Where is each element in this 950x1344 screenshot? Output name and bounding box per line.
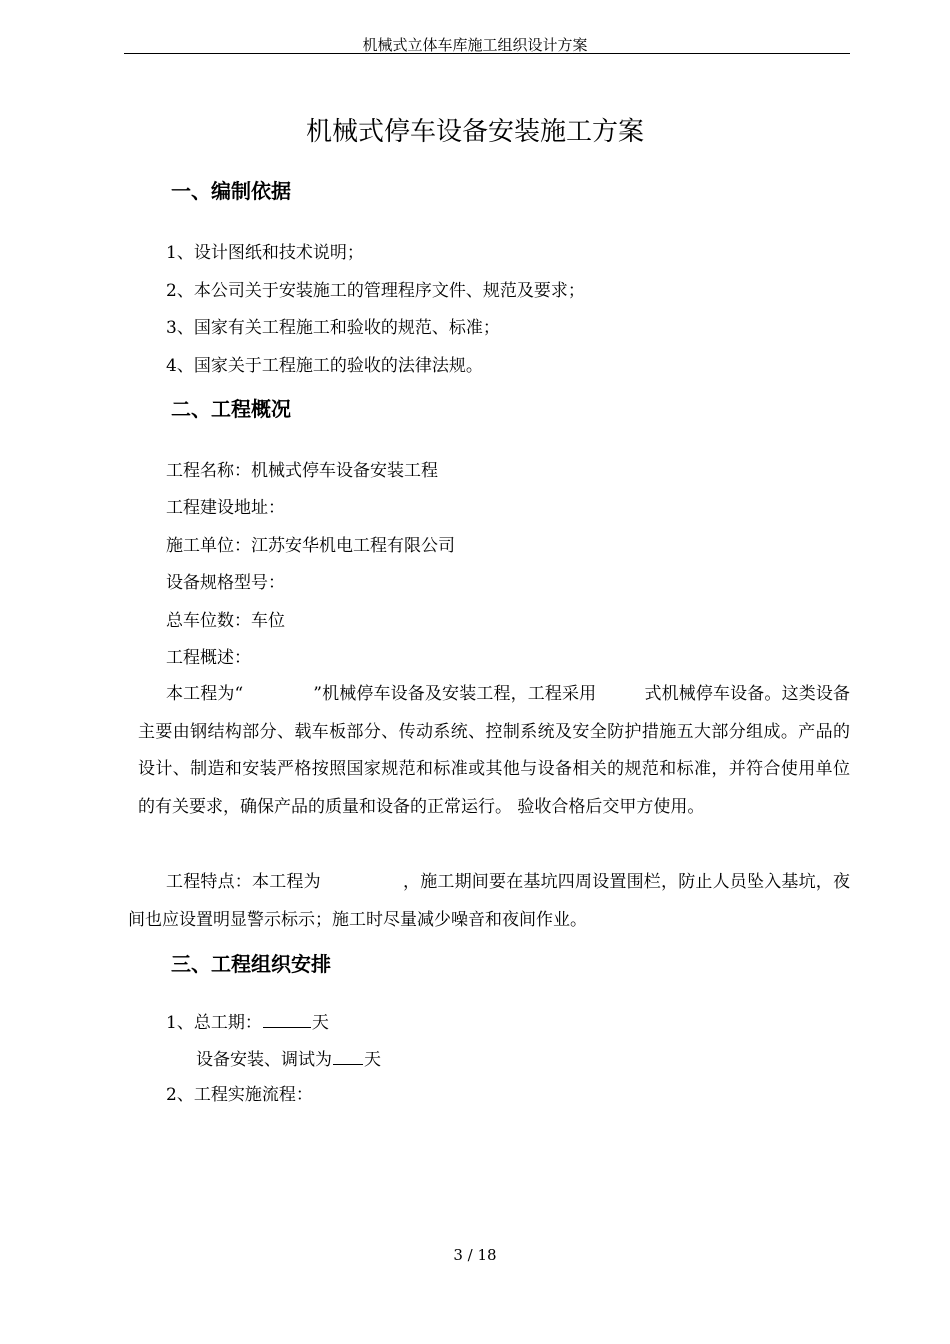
features-text-1: 工程特点：本工程为 <box>166 872 321 892</box>
basis-item-3: 3、国家有关工程施工和验收的规范、标准； <box>166 318 500 338</box>
section-heading-organization: 三、工程组织安排 <box>171 952 331 976</box>
field-overview-label: 工程概述： <box>166 648 251 668</box>
install-period-blank <box>333 1046 363 1065</box>
running-header: 机械式立体车库施工组织设计方案 <box>362 36 588 54</box>
total-period-unit: 天 <box>311 1013 329 1033</box>
header-rule <box>124 53 850 54</box>
section-heading-basis: 一、编制依据 <box>171 179 291 203</box>
overview-paragraph <box>138 676 850 826</box>
basis-item-2: 2、本公司关于安装施工的管理程序文件、规范及要求； <box>166 281 585 301</box>
install-period-unit: 天 <box>364 1050 381 1070</box>
section-heading-overview: 二、工程概况 <box>171 397 291 421</box>
field-total-spaces: 总车位数：车位 <box>166 611 285 631</box>
process-label: 2、工程实施流程： <box>166 1085 313 1105</box>
features-text-2: ，施工期间要在基坑四周设置围栏，防止人员坠入基坑，夜间也应设置明显警示标示；施工时尽量减少噪音和夜间作业。 <box>128 872 851 930</box>
field-contractor: 施工单位：江苏安华机电工程有限公司 <box>166 536 455 556</box>
page-number: 3 / 18 <box>453 1246 497 1264</box>
install-period-label: 设备安装、调试为 <box>196 1050 332 1070</box>
basis-item-1: 1、设计图纸和技术说明； <box>166 243 364 263</box>
install-period-line <box>196 1046 381 1071</box>
basis-item-4: 4、国家关于工程施工的验收的法律法规。 <box>166 356 483 376</box>
total-period-blank <box>263 1009 311 1028</box>
field-project-name: 工程名称：机械式停车设备安装工程 <box>166 461 438 481</box>
field-equipment-model: 设备规格型号： <box>166 573 285 593</box>
overview-text-2: ”机械停车设备及安装工程，工程采用 <box>313 684 597 704</box>
total-period-label: 1、总工期： <box>166 1013 262 1033</box>
field-project-address: 工程建设地址： <box>166 498 285 518</box>
features-paragraph <box>128 864 850 939</box>
overview-text-1: 本工程为“ <box>166 684 244 704</box>
total-period-line <box>166 1009 329 1034</box>
document-title: 机械式停车设备安装施工方案 <box>305 117 644 147</box>
overview-text-3: 式机械停车设备。这类设备主要由钢结构部分、载车板部分、传动系统、控制系统及安全防护措施五大部分组成。产品的设计、制造和安装严格按照国家规范和标准或其他与设备相关的规范和标准，并符合使用单位的有关要求，确保产品的质量和设备的正常运行。 验收合格后交甲方使用。 <box>138 684 850 817</box>
